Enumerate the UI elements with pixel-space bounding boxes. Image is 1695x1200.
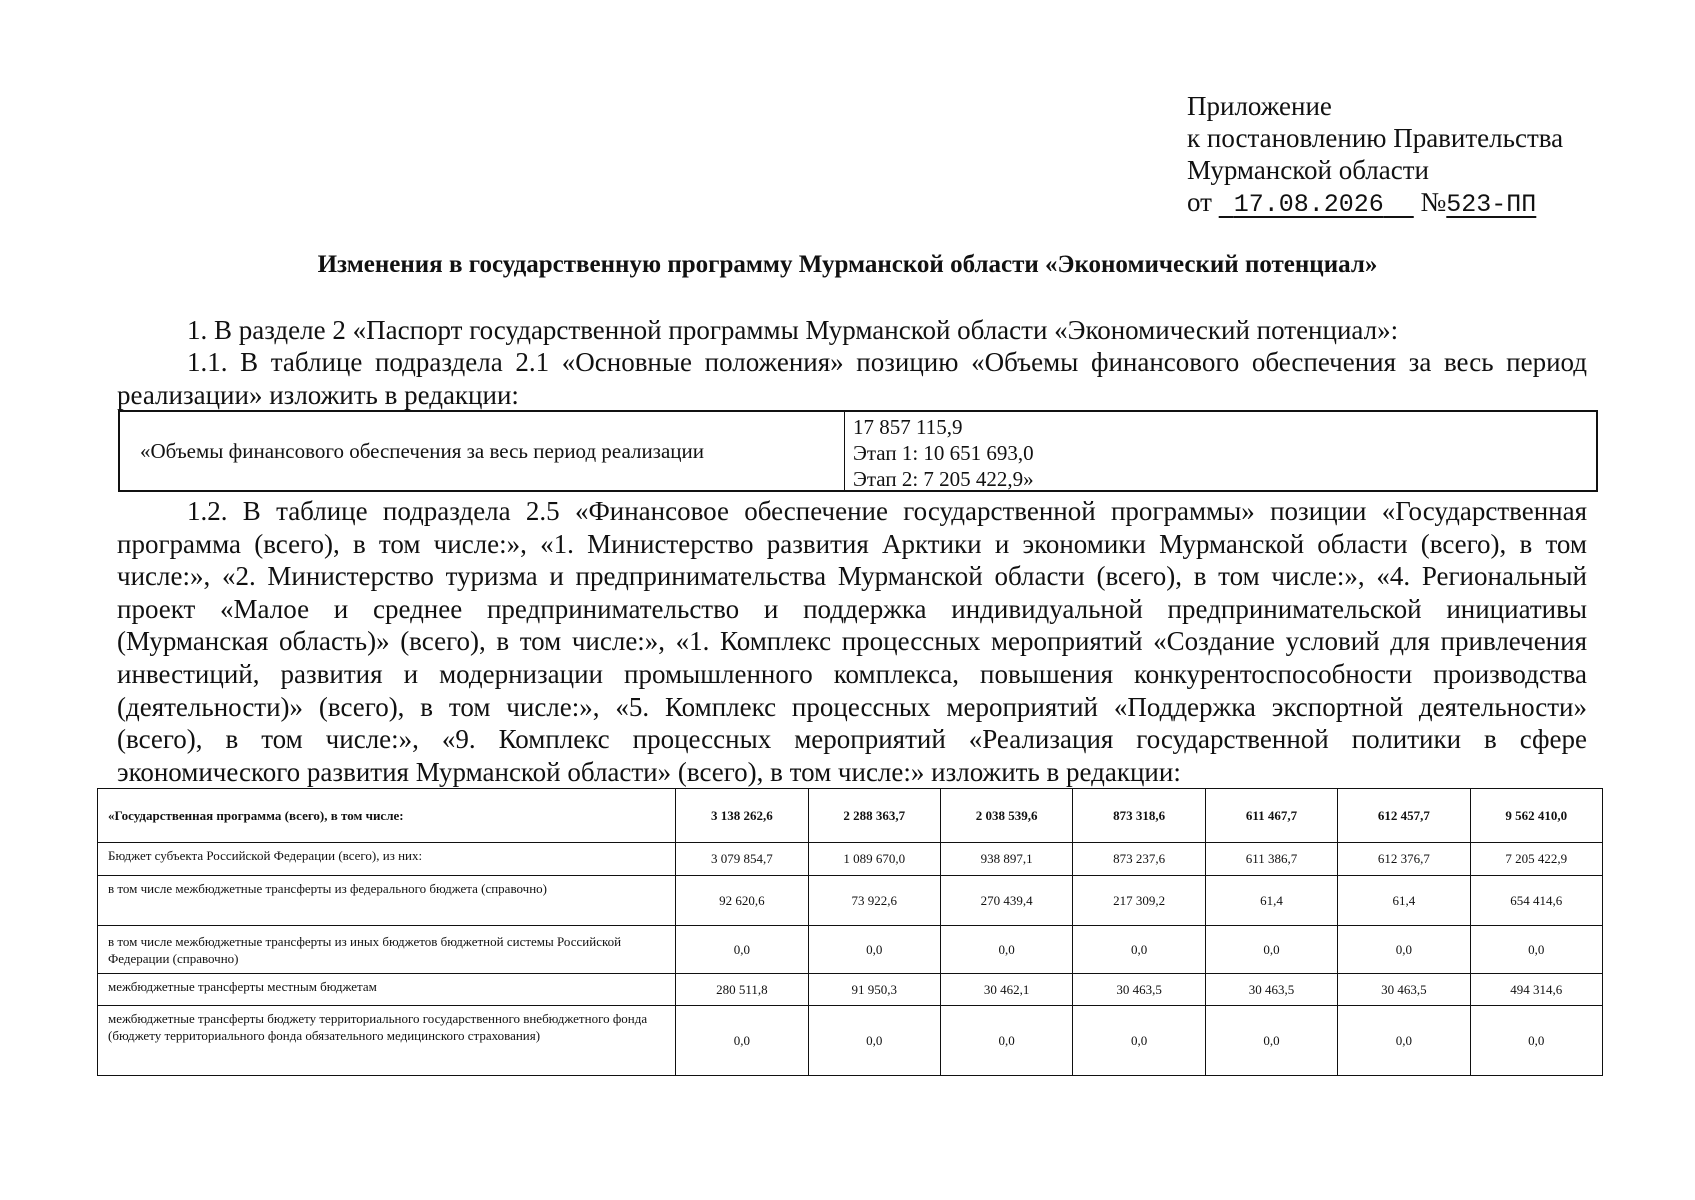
funding-stage-1: Этап 1: 10 651 693,0 [853, 441, 1034, 465]
table-cell: 3 079 854,7 [676, 843, 808, 876]
table-cell: 0,0 [1338, 1006, 1470, 1076]
funding-stage-2: Этап 2: 7 205 422,9» [853, 467, 1034, 491]
table-cell: 0,0 [940, 1006, 1072, 1076]
table-cell: 3 138 262,6 [676, 789, 808, 843]
table-cell: 0,0 [1205, 1006, 1337, 1076]
table-cell: 0,0 [1073, 1006, 1205, 1076]
table-row [98, 843, 1603, 876]
funding-volume-label: «Объемы финансового обеспечения за весь период реализации [120, 412, 845, 490]
section-1-heading: 1. В разделе 2 «Паспорт государственной программы Мурманской области «Экономический потенциал»: [187, 315, 1399, 345]
table-cell: 217 309,2 [1073, 876, 1205, 926]
section-1-1-line-1: 1.1. В таблице подраздела 2.1 «Основные положения» позицию «Объемы финансового обеспечения за весь период [187, 347, 1587, 377]
number-label: № [1420, 187, 1447, 217]
section-1-2-line: 1.2. В таблице подраздела 2.5 «Финансовое обеспечение государственной программы» позиции «Государственная [187, 496, 1587, 526]
funding-total: 17 857 115,9 [853, 415, 963, 439]
table-cell: 1 089 670,0 [808, 843, 940, 876]
appendix-date-line [1187, 186, 1563, 221]
section-1-2-line: (всего), в том числе:», «9. Комплекс процессных мероприятий «Реализация государственной политики в сфере [117, 724, 1587, 755]
row-label: Бюджет субъекта Российской Федерации (всего), из них: [98, 843, 676, 876]
section-1-2-line: проект «Малое и среднее предпринимательство и поддержка индивидуальной предпринимательской инициативы [117, 593, 1587, 624]
table-row [98, 926, 1603, 974]
table-cell: 0,0 [676, 926, 808, 974]
section-1-2-line: (Мурманская область)» (всего), в том числе:», «1. Комплекс процессных мероприятий «Создание условий для привлечения [117, 626, 1587, 657]
table-cell: 92 620,6 [676, 876, 808, 926]
table-cell: 0,0 [1470, 1006, 1602, 1076]
financing-table [97, 788, 1603, 1076]
table-cell: 0,0 [1470, 926, 1602, 974]
section-1-1-paragraph [117, 346, 1587, 411]
section-1-2-paragraph [117, 495, 1587, 788]
appendix-line-3: Мурманской области [1187, 155, 1429, 185]
table-cell: 938 897,1 [940, 843, 1072, 876]
table-cell: 612 376,7 [1338, 843, 1470, 876]
table-cell: 2 288 363,7 [808, 789, 940, 843]
row-label: в том числе межбюджетные трансферты из федерального бюджета (справочно) [98, 876, 676, 926]
section-1-1-line-2: реализации» изложить в редакции: [117, 379, 519, 410]
table-cell: 654 414,6 [1470, 876, 1602, 926]
table-cell: 0,0 [808, 926, 940, 974]
table-row [98, 1006, 1603, 1076]
row-label: межбюджетные трансферты местным бюджетам [98, 974, 676, 1006]
section-1-2-line: числе:», «2. Министерство туризма и предпринимательства Мурманской области (всего), в том числе:», «4. Региональный [117, 561, 1587, 592]
table-cell: 30 462,1 [940, 974, 1072, 1006]
table-cell: 61,4 [1338, 876, 1470, 926]
table-cell: 494 314,6 [1470, 974, 1602, 1006]
table-cell: 30 463,5 [1073, 974, 1205, 1006]
row-label: «Государственная программа (всего), в том числе: [98, 789, 676, 843]
table-cell: 0,0 [676, 1006, 808, 1076]
table-cell: 280 511,8 [676, 974, 808, 1006]
from-label: от [1187, 187, 1212, 217]
table-row [98, 974, 1603, 1006]
table-cell: 0,0 [1205, 926, 1337, 974]
table-cell: 0,0 [808, 1006, 940, 1076]
table-cell: 0,0 [1073, 926, 1205, 974]
section-1-2-line: (деятельности)» (всего), в том числе:», «5. Комплекс процессных мероприятий «Поддержка экспортной деятельности» [117, 691, 1587, 722]
appendix-line-1: Приложение [1187, 91, 1332, 121]
row-label: межбюджетные трансферты бюджету территориального государственного внебюджетного фонда (бюджету территориального фонда обязательного медицинского страхования) [98, 1006, 676, 1076]
table-cell: 873 237,6 [1073, 843, 1205, 876]
decree-date: 17.08.2026 [1233, 190, 1384, 219]
table-row [98, 789, 1603, 843]
table-cell: 61,4 [1205, 876, 1337, 926]
table-cell: 873 318,6 [1073, 789, 1205, 843]
table-cell: 9 562 410,0 [1470, 789, 1602, 843]
row-label: в том числе межбюджетные трансферты из иных бюджетов бюджетной системы Российской Федерации (справочно) [98, 926, 676, 974]
table-cell: 91 950,3 [808, 974, 940, 1006]
section-1-2-line: экономического развития Мурманской области» (всего), в том числе:» изложить в редакции: [117, 756, 1181, 787]
document-title: Изменения в государственную программу Мурманской области «Экономический потенциал» [317, 251, 1378, 278]
funding-volume-values [853, 414, 1034, 492]
table-cell: 270 439,4 [940, 876, 1072, 926]
section-1-2-line: инвестиций, развития и модернизации промышленного комплекса, повышения конкурентоспособности производства [117, 658, 1587, 689]
table-cell: 612 457,7 [1338, 789, 1470, 843]
table-cell: 7 205 422,9 [1470, 843, 1602, 876]
appendix-header [1187, 90, 1563, 221]
funding-volume-table [118, 410, 1598, 492]
table-cell: 30 463,5 [1205, 974, 1337, 1006]
appendix-line-2: к постановлению Правительства [1187, 123, 1564, 153]
table-cell: 611 386,7 [1205, 843, 1337, 876]
table-row [98, 876, 1603, 926]
table-cell: 0,0 [940, 926, 1072, 974]
table-cell: 2 038 539,6 [940, 789, 1072, 843]
table-cell: 0,0 [1338, 926, 1470, 974]
decree-number: 523-ПП [1446, 190, 1537, 219]
table-cell: 30 463,5 [1338, 974, 1470, 1006]
table-cell: 611 467,7 [1205, 789, 1337, 843]
section-1-2-line: программа (всего), в том числе:», «1. Министерство развития Арктики и экономики Мурманской области (всего), в том [117, 528, 1587, 559]
table-cell: 73 922,6 [808, 876, 940, 926]
